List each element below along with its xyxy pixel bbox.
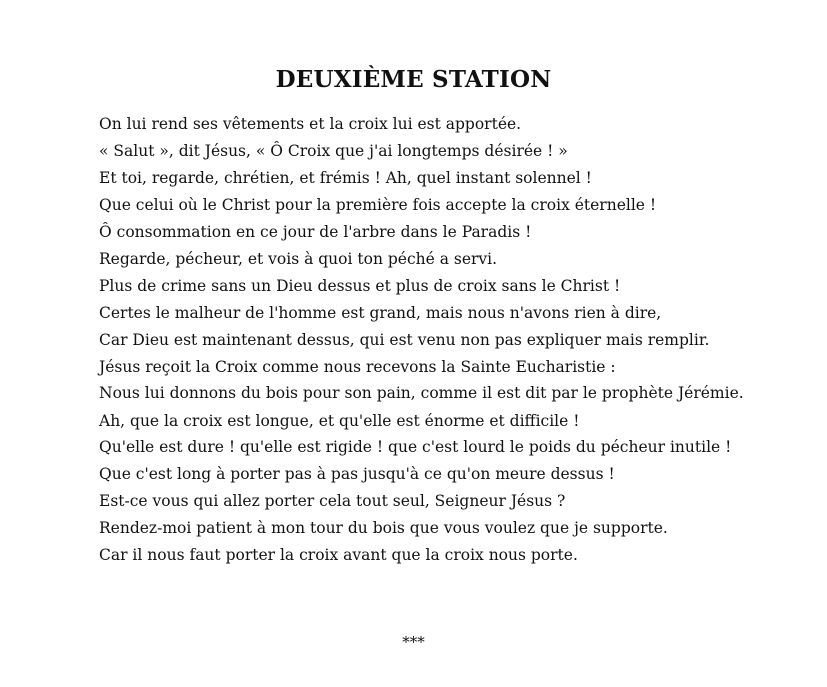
verse-line: Nous lui donnons du bois pour son pain, comme il est dit par le prophète Jérémie. [99,384,744,402]
verse-line: Jésus reçoit la Croix comme nous recevons la Sainte Eucharistie : [99,358,616,376]
verse-line: « Salut », dit Jésus, « Ô Croix que j'ai longtemps désirée ! » [99,142,568,160]
verse-line: Certes le malheur de l'homme est grand, mais nous n'avons rien à dire, [99,304,662,322]
page-title: DEUXIÈME STATION [275,66,552,93]
verse-line: Rendez-moi patient à mon tour du bois que vous voulez que je supporte. [99,519,668,537]
verse-line: Que c'est long à porter pas à pas jusqu'à ce qu'on meure dessus ! [99,465,615,483]
verse-line: Et toi, regarde, chrétien, et frémis ! Ah, quel instant solennel ! [99,169,592,187]
section-separator: *** [402,633,425,651]
verse-line: Ah, que la croix est longue, et qu'elle est énorme et difficile ! [99,411,580,430]
verse-line: Qu'elle est dure ! qu'elle est rigide ! que c'est lourd le poids du pécheur inutile ! [99,437,732,456]
verse-line: On lui rend ses vêtements et la croix lui est apportée. [99,115,522,133]
verse-line: Plus de crime sans un Dieu dessus et plus de croix sans le Christ ! [99,277,621,295]
verse-line: Est-ce vous qui allez porter cela tout seul, Seigneur Jésus ? [99,492,566,510]
verse-line: Ô consommation en ce jour de l'arbre dans le Paradis ! [99,223,532,241]
verse-line: Car il nous faut porter la croix avant que la croix nous porte. [99,546,578,564]
verse-list [65,114,763,572]
verse-line: Regarde, pécheur, et vois à quoi ton péché a servi. [99,250,498,268]
verse-line: Que celui où le Christ pour la première fois accepte la croix éternelle ! [99,196,657,214]
verse-line: Car Dieu est maintenant dessus, qui est venu non pas expliquer mais remplir. [99,331,710,349]
